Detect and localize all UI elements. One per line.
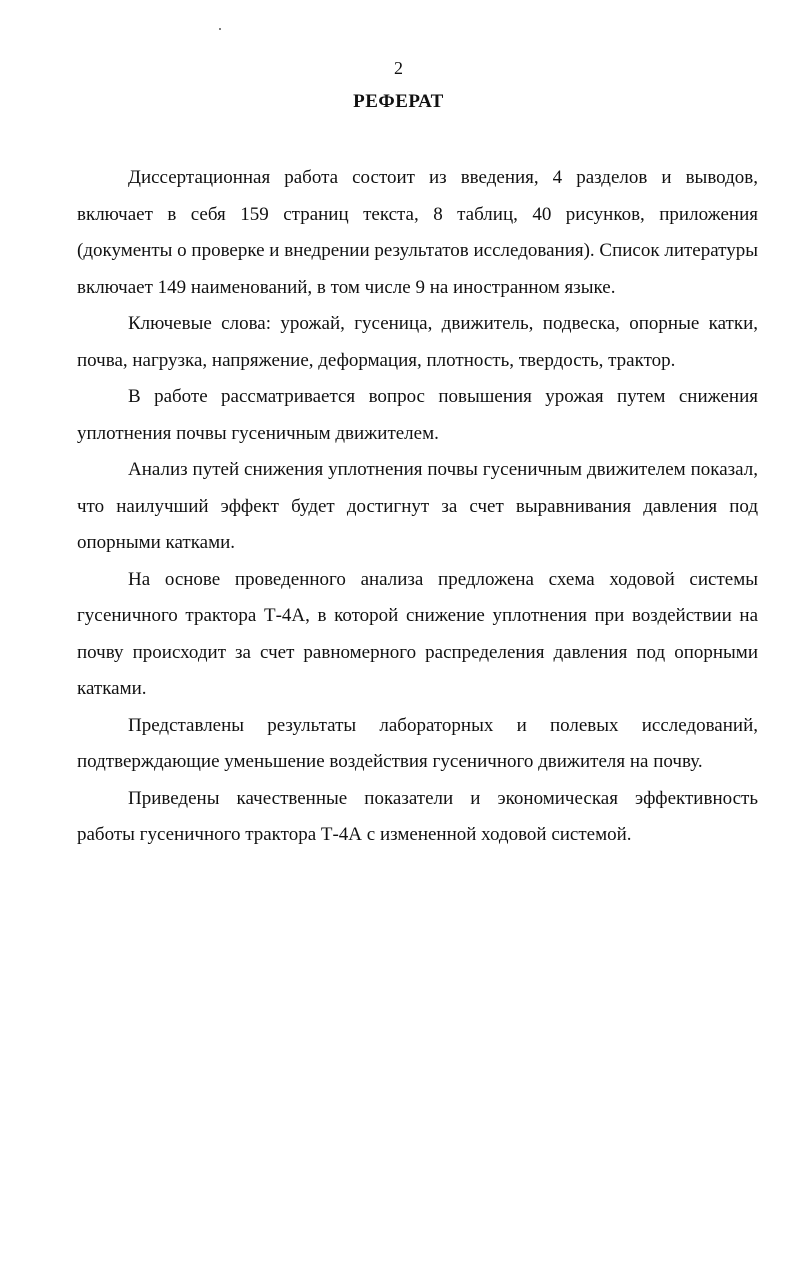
scan-speck <box>219 28 221 30</box>
abstract-body <box>77 160 758 854</box>
paragraph-proposed-scheme: На основе проведенного анализа предложена схема ходовой системы гусеничного трактора Т-4А, в которой снижение уплотнения при воздействии на почву происходит за счет равномерного распределения давления под опорными катками. <box>77 568 758 699</box>
paragraph-keywords: Ключевые слова: урожай, гусеница, движитель, подвеска, опорные катки, почва, нагрузка, напряжение, деформация, плотность, твердость, трактор. <box>77 313 758 371</box>
paragraph-research-results: Представлены результаты лабораторных и полевых исследований, подтверждающие уменьшение воздействия гусеничного движителя на почву. <box>77 714 758 772</box>
paragraph-structure: Диссертационная работа состоит из введения, 4 разделов и выводов, включает в себя 159 страниц текста, 8 таблиц, 40 рисунков, приложения (документы о проверке и внедрении результатов исследования). Список литературы включает 149 наименований, в том числе 9 на иностранном языке. <box>77 167 758 298</box>
paragraph-topic: В работе рассматривается вопрос повышения урожая путем снижения уплотнения почвы гусеничным движителем. <box>77 386 758 444</box>
page-title: РЕФЕРАТ <box>353 91 444 112</box>
paragraph-efficiency: Приведены качественные показатели и экономическая эффективность работы гусеничного трактора Т-4А с измененной ходовой системой. <box>77 787 758 845</box>
page-number: 2 <box>394 58 403 78</box>
paragraph-analysis: Анализ путей снижения уплотнения почвы гусеничным движителем показал, что наилучший эффект будет достигнут за счет выравнивания давления под опорными катками. <box>77 459 758 553</box>
